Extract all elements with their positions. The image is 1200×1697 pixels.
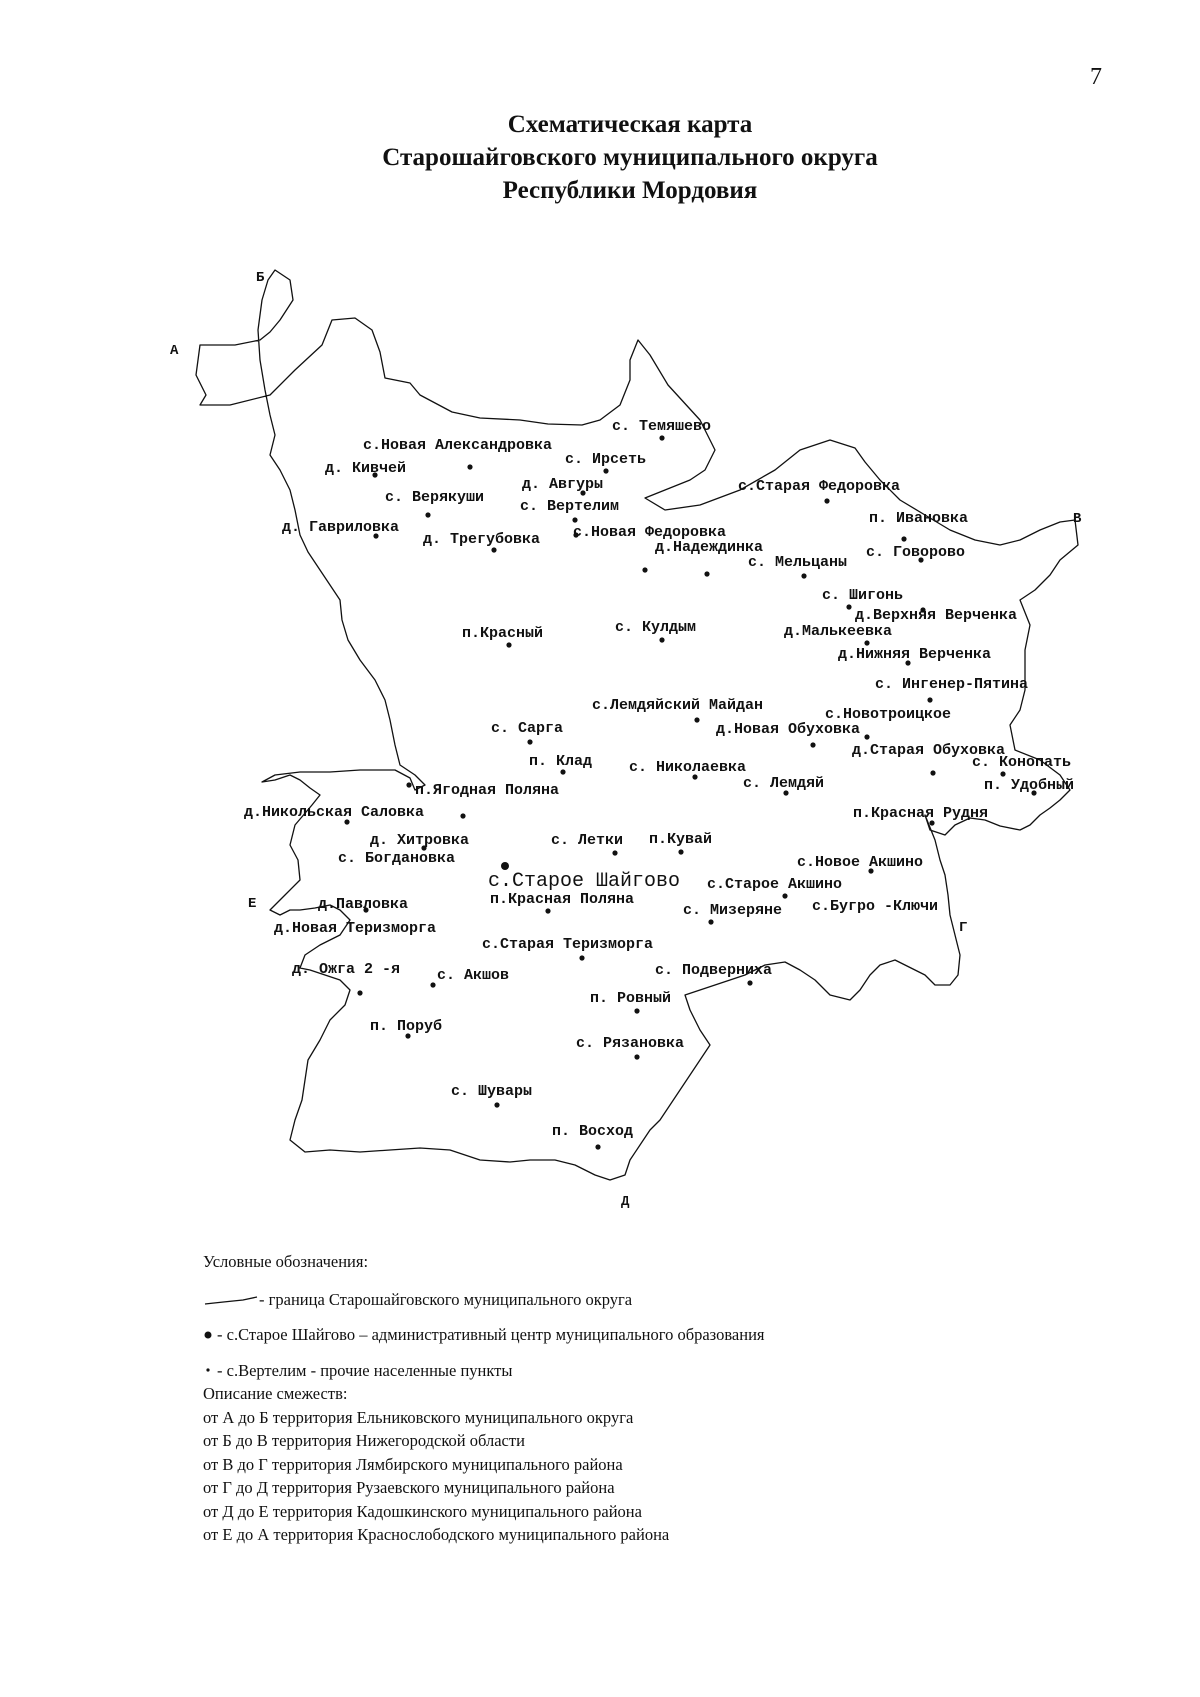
label-staraya-fedorovka: с.Старая Федоровка (738, 478, 901, 495)
label-voskhod: п. Восход (552, 1123, 634, 1140)
title-line-2: Старошайговского муниципального округа (382, 144, 878, 171)
label-nikolskaya-salovka: д.Никольская Саловка (244, 804, 425, 821)
corner-d: Д (621, 1194, 630, 1210)
label-krasnaya-polyana: п.Красная Поляна (490, 891, 635, 908)
label-krasny: п.Красный (462, 625, 544, 642)
label-govorovo: с. Говорово (866, 544, 966, 561)
label-bogdanovka: с. Богдановка (338, 850, 456, 867)
marker-kuvay (678, 849, 683, 854)
marker-novaya-aleksandrovka (467, 464, 472, 469)
marker-nikolskaya-salovka (460, 813, 465, 818)
label-meltsany: с. Мельцаны (748, 554, 848, 571)
label-podvernikha: с. Подверниха (655, 962, 773, 979)
marker-shigon (846, 604, 851, 609)
marker-staroe-shaygovo (501, 862, 509, 870)
label-avgury: д. Авгуры (522, 476, 604, 493)
marker-voskhod (595, 1144, 600, 1149)
label-novaya-obukhovka: д.Новая Обуховка (716, 721, 861, 738)
legend-admin-center-row (203, 1323, 765, 1347)
label-novaya-aleksandrovka: с.Новая Александровка (363, 437, 553, 454)
marker-krasny (506, 642, 511, 647)
marker-lemdyaysky-maydan (694, 717, 699, 722)
marker-ivanovka (901, 536, 906, 541)
marker-mizeryane (708, 919, 713, 924)
label-pavlovka: д.Павловка (318, 896, 409, 913)
label-ryazanovka: с. Рязановка (576, 1035, 685, 1052)
corner-b: Б (256, 270, 265, 286)
marker-konopat (1000, 771, 1005, 776)
map-legend (203, 1250, 765, 1547)
label-kivchey: д. Кивчей (325, 460, 407, 477)
label-nizhnyaya-verchenka: д.Нижняя Верченка (838, 646, 992, 663)
marker-irset (603, 468, 608, 473)
label-kuvay: п.Кувай (649, 831, 713, 848)
label-krasnaya-rudnya: п.Красная Рудня (853, 805, 989, 822)
label-vertelim: с. Вертелим (520, 498, 620, 515)
marker-staraya-terizmorga (579, 955, 584, 960)
label-shigon: с. Шигонь (822, 587, 904, 604)
label-lemdyay: с. Лемдяй (743, 775, 825, 792)
label-nikolaevka: с. Николаевка (629, 759, 747, 776)
label-kuldym: с. Кулдым (615, 619, 697, 636)
border-line-icon (203, 1294, 259, 1308)
adjacency-item: от Д до Е территория Кадошкинского муниципального района (203, 1501, 642, 1521)
adjacency-item: от Г до Д территория Рузаевского муниципального района (203, 1478, 615, 1497)
marker-novotroitskoe (864, 734, 869, 739)
label-ozhga-2: д. Ожга 2 -я (292, 961, 401, 978)
corner-a: А (170, 343, 179, 359)
label-gavrilovka: д. Гавриловка (282, 519, 400, 536)
marker-podvernikha (747, 980, 752, 985)
label-ivanovka: п. Ивановка (869, 510, 969, 527)
marker-novaya-obukhovka (810, 742, 815, 747)
marker-staraya-fedorovka (824, 498, 829, 503)
label-butro-klyuchi: с.Бугро -Ключи (812, 898, 939, 915)
marker-sarga (527, 739, 532, 744)
label-irset: с. Ирсеть (565, 451, 647, 468)
label-malkeevka: д.Малькеевка (784, 623, 893, 640)
corner-e: Е (248, 896, 257, 912)
marker-meltsany (801, 573, 806, 578)
adjacency-title: Описание смежеств: (203, 1384, 348, 1403)
label-novoe-akshino: с.Новое Акшино (797, 854, 924, 871)
label-khitrovka: д. Хитровка (370, 832, 470, 849)
marker-yagodnaya-polyana (406, 782, 411, 787)
label-ingener-pyatina: с. Ингенер-Пятина (875, 676, 1029, 693)
marker-veryakushi (425, 512, 430, 517)
label-shuvary: с. Шувары (451, 1083, 533, 1100)
label-verkhnyaya-verchenka: д.Верхняя Верченка (855, 607, 1018, 624)
label-staraya-terizmorga: с.Старая Теризморга (482, 936, 654, 953)
label-staraya-obukhovka: д.Старая Обуховка (852, 742, 1006, 759)
corner-g: Г (959, 920, 968, 936)
adjacency-item: от В до Г территория Лямбирского муниципального района (203, 1454, 623, 1474)
adjacency-item: от Е до А территория Краснослободского муниципального района (203, 1525, 670, 1544)
marker-staraya-obukhovka (930, 770, 935, 775)
label-rovny: п. Ровный (590, 990, 672, 1007)
small-dot-icon (203, 1366, 217, 1378)
label-porub: п. Поруб (370, 1018, 443, 1035)
marker-letki (612, 850, 617, 855)
title-line-3: Республики Мордовия (502, 177, 758, 204)
label-tregubovka: д. Трегубовка (423, 531, 541, 548)
label-konopat: с. Конопать (972, 754, 1072, 771)
label-staroe-akshino: с.Старое Акшино (707, 876, 843, 893)
marker-novaya-fedorovka-2 (642, 567, 647, 572)
marker-vertelim (572, 517, 577, 522)
legend-title: Условные обозначения: (203, 1252, 369, 1271)
label-novotroitskoe: с.Новотроицкое (825, 706, 952, 723)
label-yagodnaya-polyana: п.Ягодная Поляна (415, 782, 560, 799)
large-dot-icon (203, 1330, 217, 1342)
label-sarga: с. Сарга (491, 720, 564, 737)
label-novaya-fedorovka: с.Новая Федоровка (573, 524, 727, 541)
label-temyashevo: с. Темяшево (612, 418, 712, 435)
label-udobny: п. Удобный (984, 777, 1075, 794)
legend-border-text: - граница Старошайговского муниципального округа (259, 1289, 633, 1309)
marker-kuldym (659, 637, 664, 642)
label-mizeryane: с. Мизеряне (683, 902, 783, 919)
adjacency-item: от А до Б территория Ельниковского муниципального округа (203, 1407, 634, 1427)
label-novaya-terizmorga: д.Новая Теризморга (274, 920, 437, 937)
marker-ingener-pyatina (927, 697, 932, 702)
legend-admin-center-text: - с.Старое Шайгово – административный центр муниципального образования (217, 1325, 765, 1344)
legend-other-text: - с.Вертелим - прочие населенные пункты (217, 1360, 513, 1380)
label-letki: с. Летки (551, 832, 624, 849)
page-number: 7 (1090, 64, 1102, 90)
marker-shuvary (494, 1102, 499, 1107)
adjacency-item: от Б до В территория Нижегородской области (203, 1431, 525, 1450)
label-veryakushi: с. Верякуши (385, 489, 485, 506)
legend-other-row (203, 1359, 765, 1383)
marker-ryazanovka (634, 1054, 639, 1059)
marker-rovny (634, 1008, 639, 1013)
label-klad: п. Клад (529, 753, 593, 770)
marker-temyashevo (659, 435, 664, 440)
legend-border-row (203, 1288, 765, 1312)
corner-v: В (1073, 511, 1082, 527)
title-line-1: Схематическая карта (507, 111, 753, 138)
label-staroe-shaygovo: с.Старое Шайгово (488, 870, 681, 893)
settlement-labels (244, 418, 1074, 1140)
marker-malkeevka (864, 640, 869, 645)
label-akshov: с. Акшов (437, 967, 510, 984)
marker-klad (560, 769, 565, 774)
marker-akshov (430, 982, 435, 987)
marker-krasnaya-polyana (545, 908, 550, 913)
label-lemdyaysky-maydan: с.Лемдяйский Майдан (592, 697, 764, 714)
marker-tregubovka (491, 547, 496, 552)
marker-staroe-akshino (782, 893, 787, 898)
marker-nadezhdinka (704, 571, 709, 576)
marker-ozhga-2 (357, 990, 362, 995)
label-nadezhdinka: д.Надеждинка (655, 539, 764, 556)
